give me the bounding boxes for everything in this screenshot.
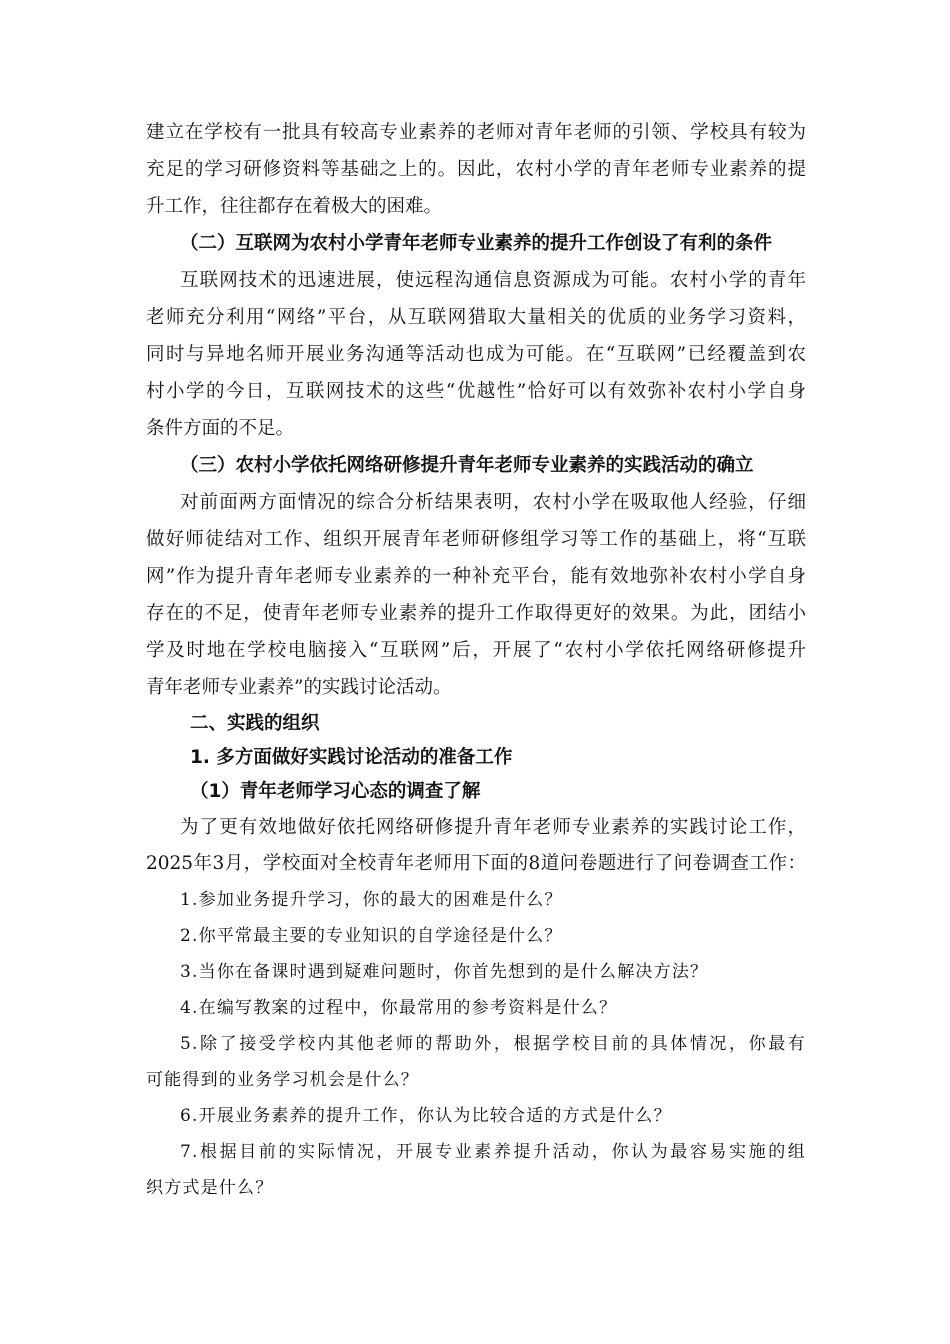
question-item: 3.当你在备课时遇到疑难问题时，你首先想到的是什么解决方法？ xyxy=(180,962,709,982)
question-item-continued: 可能得到的业务学习机会是什么？ xyxy=(146,1070,419,1090)
text-line: 学及时地在学校电脑接入“互联网”后，开展了“农村小学依托网络研修提升 xyxy=(146,640,806,661)
question-item: 1.参加业务提升学习，你的最大的困难是什么？ xyxy=(180,890,563,910)
text-line: 做好师徒结对工作、组织开展青年老师研修组学习等工作的基础上，将“互联 xyxy=(146,529,806,550)
text-line: 村小学的今日，互联网技术的这些“优越性”恰好可以有效弥补农村小学自身 xyxy=(146,381,806,402)
question-item-continued: 织方式是什么？ xyxy=(146,1178,274,1198)
text-line: 升工作，往往都存在着极大的困难。 xyxy=(146,196,443,217)
text-line: 存在的不足，使青年老师专业素养的提升工作取得更好的效果。为此，团结小 xyxy=(146,603,806,624)
question-item: 6.开展业务素养的提升工作，你认为比较合适的方式是什么？ xyxy=(180,1106,672,1126)
text-line: 青年老师专业素养”的实践讨论活动。 xyxy=(146,677,452,698)
step-heading: 1. 多方面做好实践讨论活动的准备工作 xyxy=(190,747,513,768)
text-line: 条件方面的不足。 xyxy=(146,418,295,439)
text-line: 2025年3月，学校面对全校青年老师用下面的8道问卷题进行了问卷调查工作： xyxy=(146,853,806,874)
item-heading: （1）青年老师学习心态的调查了解 xyxy=(190,781,481,802)
text-line: 建立在学校有一批具有较高专业素养的老师对青年老师的引领、学校具有较为 xyxy=(146,122,806,143)
text-line: 互联网技术的迅速进展，使远程沟通信息资源成为可能。农村小学的青年 xyxy=(180,270,806,291)
question-item: 7.根据目前的实际情况，开展专业素养提升活动，你认为最容易实施的组 xyxy=(180,1142,806,1162)
text-line: 对前面两方面情况的综合分析结果表明，农村小学在吸取他人经验，仔细 xyxy=(180,492,806,513)
text-line: 同时与异地名师开展业务沟通等活动也成为可能。在“互联网”已经覆盖到农 xyxy=(146,344,806,365)
subsection-heading: （二）互联网为农村小学青年老师专业素养的提升工作创设了有利的条件 xyxy=(180,233,773,254)
text-line: 老师充分利用“网络”平台，从互联网猎取大量相关的优质的业务学习资料， xyxy=(146,307,806,328)
section-heading: 二、实践的组织 xyxy=(190,713,320,734)
subsection-heading: （三）农村小学依托网络研修提升青年老师专业素养的实践活动的确立 xyxy=(180,455,754,476)
question-item: 2.你平常最主要的专业知识的自学途径是什么？ xyxy=(180,926,563,946)
question-item: 5.除了接受学校内其他老师的帮助外，根据学校目前的具体情况，你最有 xyxy=(180,1034,806,1054)
text-line: 为了更有效地做好依托网络研修提升青年老师专业素养的实践讨论工作， xyxy=(180,817,806,838)
text-line: 充足的学习研修资料等基础之上的。因此，农村小学的青年老师专业素养的提 xyxy=(146,159,806,180)
question-item: 4.在编写教案的过程中，你最常用的参考资料是什么？ xyxy=(180,998,618,1018)
text-line: 网”作为提升青年老师专业素养的一种补充平台，能有效地弥补农村小学自身 xyxy=(146,566,806,587)
